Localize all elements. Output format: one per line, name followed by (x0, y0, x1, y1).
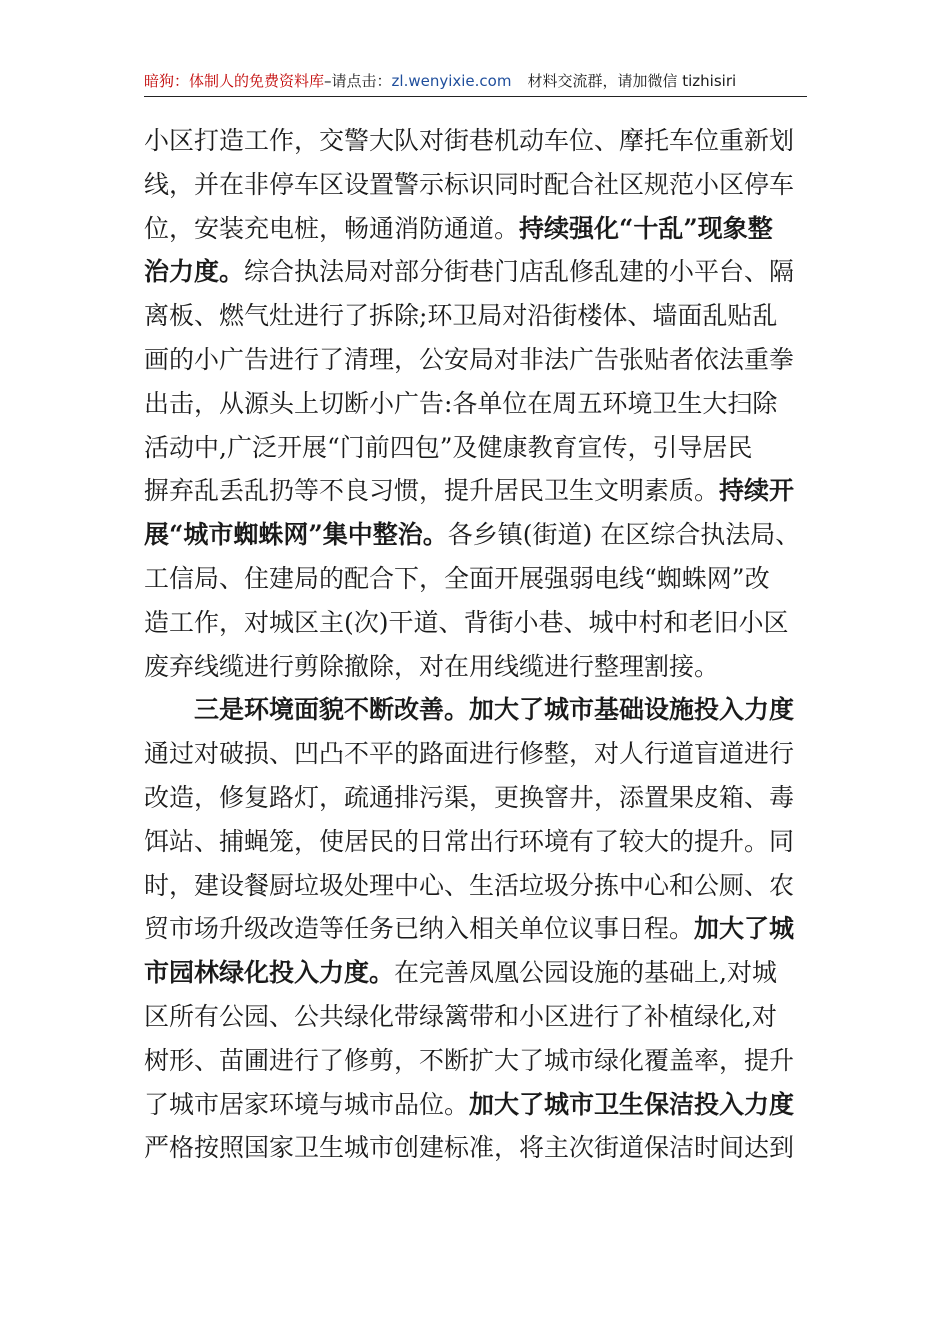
text-run: 综合执法局对部分街巷门店乱修乱建的小平台、隔 (244, 257, 795, 287)
text-run: 工信局、住建局的配合下，全面开展强弱电线“蜘蛛网”改 (144, 563, 770, 593)
document-body (144, 119, 807, 1170)
text-run: 了城市居家环境与城市品位。 (144, 1089, 470, 1119)
text-run: 区所有公园、公共绿化带绿篱带和小区进行了补植绿化,对 (144, 1001, 777, 1031)
text-run: 摒弃乱丢乱扔等不良习惯，提升居民卫生文明素质。 (144, 476, 720, 506)
header-wechat-note: 材料交流群，请加微信 tizhisiri (527, 72, 737, 90)
text-run: 在完善凤凰公园设施的基础上,对城 (394, 958, 777, 988)
text-run: 树形、苗圃进行了修剪，不断扩大了城市绿化覆盖率，提升 (144, 1045, 795, 1075)
text-line (144, 995, 807, 1039)
text-line (144, 294, 807, 338)
text-run: 造工作，对城区主(次)干道、背街小巷、城中村和老旧小区 (144, 607, 789, 637)
text-line (144, 776, 807, 820)
bold-heading-run: 展“城市蜘蛛网”集中整治。 (144, 520, 448, 550)
bold-heading-run: 三是环境面貌不断改善。加大了城市基础设施投入力度 (194, 695, 795, 725)
text-line (144, 1039, 807, 1083)
text-line (144, 382, 807, 426)
text-run: 各乡镇(街道) 在区综合执法局、 (447, 520, 801, 550)
text-run: 离板、燃气灶进行了拆除;环卫局对沿街楼体、墙面乱贴乱 (144, 301, 778, 331)
text-run: 出击，从源头上切断小广告:各单位在周五环境卫生大扫除 (144, 388, 778, 418)
text-line (144, 163, 807, 207)
text-run: 时，建设餐厨垃圾处理中心、生活垃圾分拣中心和公厕、农 (144, 870, 795, 900)
text-line (144, 513, 807, 557)
bold-heading-run: 市园林绿化投入力度。 (144, 958, 395, 988)
text-line (144, 601, 807, 645)
bold-heading-run: 加大了城 (694, 914, 795, 944)
text-run: 位，安装充电桩，畅通消防通道。 (144, 213, 520, 243)
text-line (144, 207, 807, 251)
bold-heading-run: 治力度。 (144, 257, 245, 287)
text-line (144, 469, 807, 513)
text-line (144, 864, 807, 908)
text-run: 废弃线缆进行剪除撤除，对在用线缆进行整理割接。 (144, 651, 720, 681)
text-run: 通过对破损、凹凸不平的路面进行修整，对人行道盲道进行 (144, 739, 795, 769)
paragraph-first-line (144, 688, 807, 732)
text-line (144, 645, 807, 689)
text-line (144, 1126, 807, 1170)
text-line (144, 338, 807, 382)
text-line (144, 426, 807, 470)
text-run: 严格按照国家卫生城市创建标准，将主次街道保洁时间达到 (144, 1133, 795, 1163)
text-line (144, 119, 807, 163)
text-line (144, 250, 807, 294)
text-line (144, 907, 807, 951)
text-run: 画的小广告进行了清理，公安局对非法广告张贴者依法重拳 (144, 344, 795, 374)
text-run: 贸市场升级改造等任务已纳入相关单位议事日程。 (144, 914, 695, 944)
header-divider (144, 96, 807, 97)
text-run: 线，并在非停车区设置警示标识同时配合社区规范小区停车 (144, 169, 795, 199)
text-line (144, 1083, 807, 1127)
text-line (144, 820, 807, 864)
text-line (144, 732, 807, 776)
text-run: 改造，修复路灯，疏通排污渠，更换窨井，添置果皮箱、毒 (144, 782, 795, 812)
text-line (144, 557, 807, 601)
header-site-name: 暗狗：体制人的免费资料库 (144, 72, 325, 90)
bold-heading-run: 持续强化“十乱”现象整 (519, 213, 773, 243)
header-click-prompt: –请点击： (324, 72, 392, 90)
text-run: 小区打造工作，交警大队对街巷机动车位、摩托车位重新划 (144, 126, 795, 155)
text-line (144, 951, 807, 995)
bold-heading-run: 持续开 (719, 476, 795, 506)
page-header (144, 70, 807, 94)
text-run: 饵站、捕蝇笼，使居民的日常出行环境有了较大的提升。同 (144, 826, 795, 856)
bold-heading-run: 加大了城市卫生保洁投入力度 (469, 1089, 795, 1119)
header-url-link[interactable]: zl.wenyixie.com (391, 72, 512, 90)
text-run: 活动中,广泛开展“门前四包”及健康教育宣传，引导居民 (144, 432, 753, 462)
